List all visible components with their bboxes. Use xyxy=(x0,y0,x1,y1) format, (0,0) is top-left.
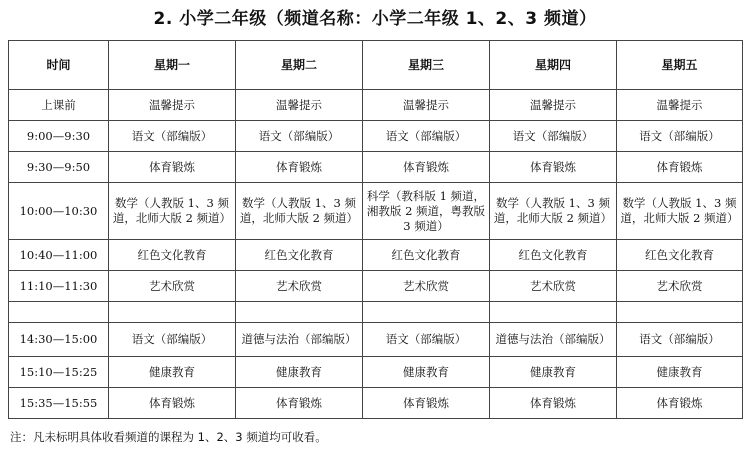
subject-cell xyxy=(363,302,490,323)
header-wednesday: 星期三 xyxy=(363,41,490,90)
subject-cell: 红色文化教育 xyxy=(490,240,617,271)
subject-cell: 红色文化教育 xyxy=(109,240,236,271)
footnote: 注：凡未标明具体收看频道的课程为 1、2、3 频道均可收看。 xyxy=(10,430,327,444)
table-row xyxy=(9,90,743,121)
time-cell: 10:40—11:00 xyxy=(9,240,109,271)
subject-cell: 体育锻炼 xyxy=(490,152,617,183)
page-title: 2. 小学二年级（频道名称：小学二年级 1、2、3 频道） xyxy=(153,9,597,29)
subject-cell: 体育锻炼 xyxy=(236,388,363,419)
subject-cell: 温馨提示 xyxy=(109,90,236,121)
time-cell: 11:10—11:30 xyxy=(9,271,109,302)
subject-cell: 体育锻炼 xyxy=(490,388,617,419)
table-row xyxy=(9,240,743,271)
subject-cell: 健康教育 xyxy=(109,357,236,388)
subject-cell xyxy=(490,302,617,323)
subject-cell: 体育锻炼 xyxy=(109,152,236,183)
header-row xyxy=(9,41,743,90)
time-cell: 15:35—15:55 xyxy=(9,388,109,419)
subject-cell: 健康教育 xyxy=(236,357,363,388)
subject-cell: 道德与法治（部编版） xyxy=(490,323,617,357)
time-cell: 14:30—15:00 xyxy=(9,323,109,357)
subject-cell: 艺术欣赏 xyxy=(236,271,363,302)
subject-cell: 温馨提示 xyxy=(236,90,363,121)
subject-cell: 语文（部编版） xyxy=(617,121,743,152)
subject-cell: 健康教育 xyxy=(490,357,617,388)
subject-cell: 体育锻炼 xyxy=(363,388,490,419)
subject-cell xyxy=(109,302,236,323)
subject-cell: 语文（部编版） xyxy=(363,121,490,152)
subject-cell xyxy=(617,302,743,323)
time-cell: 15:10—15:25 xyxy=(9,357,109,388)
subject-cell: 语文（部编版） xyxy=(363,323,490,357)
header-tuesday: 星期二 xyxy=(236,41,363,90)
subject-cell: 体育锻炼 xyxy=(109,388,236,419)
subject-cell: 红色文化教育 xyxy=(617,240,743,271)
subject-cell: 体育锻炼 xyxy=(617,388,743,419)
time-cell: 9:30—9:50 xyxy=(9,152,109,183)
subject-cell: 体育锻炼 xyxy=(363,152,490,183)
table-row xyxy=(9,357,743,388)
subject-cell: 语文（部编版） xyxy=(617,323,743,357)
subject-cell: 艺术欣赏 xyxy=(109,271,236,302)
subject-cell: 数学（人教版 1、3 频道，北师大版 2 频道） xyxy=(109,183,236,240)
subject-cell: 数学（人教版 1、3 频道，北师大版 2 频道） xyxy=(617,183,743,240)
subject-cell: 数学（人教版 1、3 频道，北师大版 2 频道） xyxy=(490,183,617,240)
table-row xyxy=(9,121,743,152)
subject-cell: 健康教育 xyxy=(617,357,743,388)
subject-cell: 语文（部编版） xyxy=(109,121,236,152)
subject-cell: 艺术欣赏 xyxy=(490,271,617,302)
table-row xyxy=(9,323,743,357)
subject-cell: 温馨提示 xyxy=(363,90,490,121)
header-monday: 星期一 xyxy=(109,41,236,90)
subject-cell: 艺术欣赏 xyxy=(363,271,490,302)
subject-cell: 语文（部编版） xyxy=(109,323,236,357)
header-friday: 星期五 xyxy=(617,41,743,90)
subject-cell: 道德与法治（部编版） xyxy=(236,323,363,357)
subject-cell: 温馨提示 xyxy=(617,90,743,121)
subject-cell: 科学（教科版 1 频道，湘教版 2 频道，粤教版 3 频道） xyxy=(363,183,490,240)
schedule-table xyxy=(8,40,743,419)
table-row xyxy=(9,271,743,302)
header-thursday: 星期四 xyxy=(490,41,617,90)
table-row xyxy=(9,183,743,240)
subject-cell: 温馨提示 xyxy=(490,90,617,121)
subject-cell: 健康教育 xyxy=(363,357,490,388)
subject-cell: 语文（部编版） xyxy=(490,121,617,152)
time-cell: 9:00—9:30 xyxy=(9,121,109,152)
table-row xyxy=(9,152,743,183)
subject-cell xyxy=(236,302,363,323)
schedule-body xyxy=(9,90,743,419)
time-cell: 10:00—10:30 xyxy=(9,183,109,240)
subject-cell: 体育锻炼 xyxy=(236,152,363,183)
time-cell xyxy=(9,302,109,323)
table-row xyxy=(9,388,743,419)
header-time: 时间 xyxy=(9,41,109,90)
time-cell: 上课前 xyxy=(9,90,109,121)
table-row xyxy=(9,302,743,323)
subject-cell: 艺术欣赏 xyxy=(617,271,743,302)
subject-cell: 红色文化教育 xyxy=(363,240,490,271)
subject-cell: 体育锻炼 xyxy=(617,152,743,183)
subject-cell: 语文（部编版） xyxy=(236,121,363,152)
subject-cell: 数学（人教版 1、3 频道，北师大版 2 频道） xyxy=(236,183,363,240)
subject-cell: 红色文化教育 xyxy=(236,240,363,271)
